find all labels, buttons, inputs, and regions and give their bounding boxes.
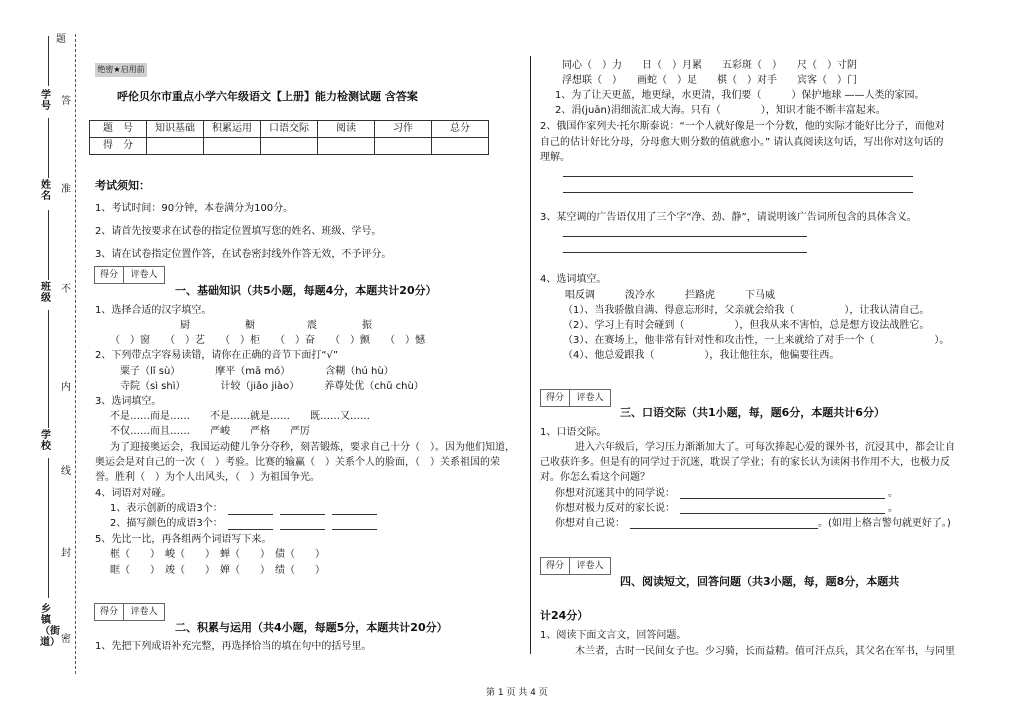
section4-title: 四、阅读短文，回答问题（共3小题，每，题8分，本题共: [620, 575, 900, 588]
gutter-rule: [48, 458, 49, 598]
grader-reviewer: 评卷人: [123, 604, 164, 620]
sentence: （2）、学习上有时会碰到（ ），但我从来不害怕，总是想方设法战胜它。: [563, 320, 930, 331]
answer-line[interactable]: [680, 498, 885, 499]
secret-tag: 绝密★启用前: [95, 63, 147, 77]
paragraph-line: 木兰者，古时一民间女子也。少习骑，长而益精。值可汗点兵，其父名在军书，与同里: [575, 646, 955, 657]
paragraph-line: 奥运会是对自己的一次（ ）考验。比赛的输赢（ ）关系个人的脸面，（ ）关系祖国的荣: [95, 457, 500, 468]
grader-box: [540, 389, 611, 407]
gutter-char-ti: 题: [56, 34, 66, 45]
notice-title: 考试须知：: [95, 179, 150, 192]
fill-line: （ ）窗 （ ）艺 （ ）柜 （ ）奋 （ ）颤 （ ）憾: [110, 335, 425, 346]
option-char: 振: [362, 320, 372, 331]
paragraph-line: 进入六年级后，学习压力渐渐加大了。可每次捧起心爱的课外书，沉浸其中，都会让自: [575, 442, 955, 453]
grader-reviewer: 评卷人: [569, 558, 610, 574]
word-options: 不是……而是…… 不是……就是…… 既……又……: [110, 411, 370, 422]
gutter-char-nei: 内: [61, 382, 71, 393]
option-char: 橱: [245, 320, 255, 331]
student-number-label: 学号: [41, 90, 51, 112]
option-char: 震: [307, 320, 317, 331]
gutter-rule: [48, 310, 49, 428]
township-label: 乡镇（街道）: [40, 604, 60, 648]
score-table-cell: 题 号: [90, 121, 147, 138]
page-title: 呼伦贝尔市重点小学六年级语文【上册】能力检测试题 含答案: [117, 90, 418, 103]
pinyin-line: 寺院（sì shì） 计较（jiǎo jiào） 养尊处优（chǔ chù）: [120, 381, 424, 392]
grader-reviewer: 评卷人: [123, 267, 164, 283]
question-text: 1、口语交际。: [540, 427, 607, 438]
punctuation: 。: [888, 503, 898, 514]
score-blank[interactable]: [432, 138, 489, 155]
score-table-header-row: [90, 121, 489, 138]
notice-item: 3、请在试卷指定位置作答，在试卷密封线外作答无效，不予评分。: [95, 249, 392, 260]
answer-line[interactable]: [680, 513, 885, 514]
paragraph-line: 为了迎接奥运会，我国运动健儿争分夺秒，刻苦锻炼，要求自己十分（ ）。因为他们知道，: [110, 442, 515, 453]
question-text: 1、阅读下面文言文，回答问题。: [540, 630, 687, 641]
answer-prompt: 你想对沉迷其中的同学说：: [555, 488, 675, 499]
notice-item: 2、请首先按要求在试卷的指定位置填写您的姓名、班级、学号。: [95, 226, 382, 237]
sentence: （1）、当我骄傲自满、得意忘形时，父亲就会给我（ ），让我认清自己。: [563, 305, 930, 316]
section1-title: 一、基础知识（共5小题，每题4分，本题共计20分）: [175, 284, 437, 297]
grader-score: 得分: [99, 270, 118, 280]
word-options: 不仅……而且…… 严峻 严格 严厉: [110, 426, 310, 437]
grader-score: 得分: [545, 393, 564, 403]
column-divider: [530, 56, 531, 654]
school-label: 学校: [41, 430, 51, 452]
question-text: 5、先比一比，再各组两个词语写下来。: [95, 534, 272, 545]
score-blank[interactable]: [318, 138, 375, 155]
grader-box: [540, 557, 611, 575]
score-table-cell: 总分: [432, 121, 489, 138]
score-table-cell: 口语交际: [261, 121, 318, 138]
answer-line[interactable]: [228, 514, 273, 515]
option-char: 厨: [180, 320, 190, 331]
sentence: 1、为了让天更蓝，地更绿，水更清，我们要（ ）保护地球 ——人类的家园。: [555, 90, 925, 101]
score-table-cell: 阅读: [318, 121, 375, 138]
class-label: 班级: [41, 282, 51, 304]
fill-line: 眶（ ） 竣（ ） 婵（ ） 绩（ ）: [110, 565, 325, 576]
paragraph-line: 誉。胜利（ ）为个人出风头，（ ）为祖国争光。: [95, 472, 320, 483]
answer-line[interactable]: [630, 528, 818, 529]
gutter-char-feng: 封: [61, 548, 71, 559]
grader-score: 得分: [545, 561, 564, 571]
page-footer: 第 1 页 共 4 页: [486, 688, 548, 698]
gutter-char-bu: 不: [61, 284, 71, 295]
section4-title-cont: 计24分）: [540, 609, 589, 622]
notice-item: 1、考试时间：90分钟，本卷满分为100分。: [95, 203, 294, 214]
grader-reviewer: 评卷人: [569, 390, 610, 406]
score-table-cell: 知识基础: [147, 121, 204, 138]
question-text: 2、描写颜色的成语3个：: [110, 518, 223, 529]
gutter-char-zhun: 准: [61, 184, 71, 195]
gutter-rule: [48, 36, 49, 86]
score-table-cell: 习作: [375, 121, 432, 138]
answer-line[interactable]: [332, 514, 377, 515]
question-text: 理解。: [540, 152, 570, 163]
answer-prompt: 你想对极力反对的家长说：: [555, 503, 675, 514]
score-blank[interactable]: [204, 138, 261, 155]
answer-line[interactable]: [280, 529, 325, 530]
question-text: 1、选择合适的汉字填空。: [95, 305, 212, 316]
score-table: [89, 120, 489, 155]
idiom-line: 浮想联（ ） 画蛇（ ）足 棋（ ）对手 宾客（ ）门: [562, 75, 857, 86]
gutter-rule: [48, 210, 49, 280]
answer-line[interactable]: [563, 176, 913, 177]
question-text: 1、表示创新的成语3个：: [110, 503, 223, 514]
score-table-cell: 得 分: [90, 138, 147, 155]
score-blank[interactable]: [147, 138, 204, 155]
score-table-score-row: [90, 138, 489, 155]
question-text: 4、词语对对碰。: [95, 488, 172, 499]
section3-title: 三、口语交际（共1小题，每，题6分，本题共计6分）: [620, 406, 885, 419]
sentence: （3）、在赛场上，他非常有针对性和攻击性，一上来就给了对手一个（ ）。: [563, 335, 950, 346]
grader-box: [94, 603, 165, 621]
word-options: 唱反调 泼冷水 拦路虎 下马威: [565, 290, 775, 301]
question-text: 2、下列带点字容易读错，请你在正确的音节下面打“√”: [95, 350, 339, 361]
pinyin-line: 粟子（lǐ sù） 摩平（mā mó） 含糊（hú hù）: [120, 366, 394, 377]
fill-line: 框（ ） 峻（ ） 蝉（ ） 债（ ）: [110, 549, 325, 560]
answer-line[interactable]: [332, 529, 377, 530]
name-label: 姓名: [41, 180, 51, 202]
answer-line[interactable]: [563, 192, 913, 193]
question-text: 4、选词填空。: [540, 274, 607, 285]
question-text: 3、选词填空。: [95, 396, 162, 407]
question-text: 自己的估计好比分母，分母愈大则分数的值就愈小。” 请认真阅读这句话，写出你对这句话的: [540, 137, 944, 148]
paragraph-line: 对。你怎么看这个问题？: [540, 472, 650, 483]
punctuation: 。: [888, 488, 898, 499]
answer-prompt: 你想对自己说：: [555, 518, 625, 529]
question-text: 1、先把下列成语补充完整，再选择恰当的填在句中的括号里。: [95, 641, 372, 652]
answer-hint: 。(如用上格言警句就更好了。): [818, 518, 951, 529]
sentence: （4）、他总爱跟我（ ），我让他往东，他偏要往西。: [563, 350, 840, 361]
grader-box: [94, 266, 165, 284]
question-text: 2、俄国作家列夫·托尔斯泰说：“一个人就好像是一个分数，他的实际才能好比分子，而他对: [540, 121, 945, 132]
gutter-char-xian: 线: [61, 466, 71, 477]
answer-line[interactable]: [563, 252, 807, 253]
sentence: 2、涓(juān)涓细流汇成大海。只有（ ），知识才能不断丰富起来。: [555, 105, 886, 116]
score-table-cell: 积累运用: [204, 121, 261, 138]
idiom-line: 同心（ ）力 日（ ）月累 五彩斑（ ） 尺（ ）寸阴: [562, 60, 857, 71]
gutter-rule: [48, 118, 49, 178]
grader-score: 得分: [99, 607, 118, 617]
score-blank[interactable]: [261, 138, 318, 155]
question-text: 3、某空调的广告语仅用了三个字“净、劲、静”，请说明该广告词所包含的具体含义。: [540, 212, 917, 223]
answer-line[interactable]: [280, 514, 325, 515]
score-blank[interactable]: [375, 138, 432, 155]
answer-line[interactable]: [228, 529, 273, 530]
answer-line[interactable]: [563, 236, 807, 237]
gutter-char-mi: 密: [61, 634, 71, 645]
gutter-char-da: 答: [61, 96, 71, 107]
seal-line: [75, 34, 76, 674]
section2-title: 二、积累与运用（共4小题，每题5分，本题共计20分）: [175, 621, 448, 634]
paragraph-line: 己收获许多。但是有的同学过于沉迷，耽误了学业；有的家长认为读闲书作用不大，也极力反: [540, 457, 950, 468]
